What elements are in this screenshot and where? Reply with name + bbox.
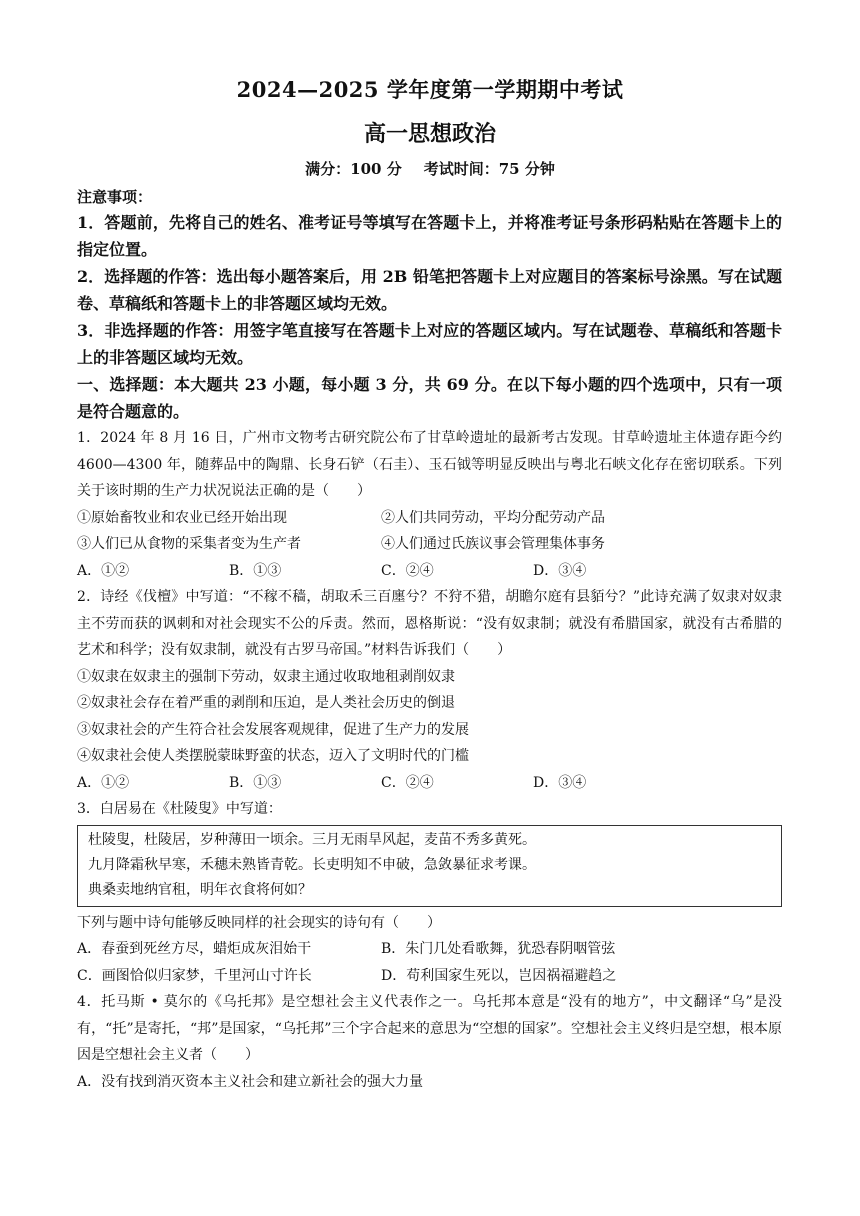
question-1-option-a: A．①②: [77, 562, 130, 579]
poem-line-3: 典桑卖地纳官租，明年衣食将何如？: [88, 881, 312, 898]
question-1-statement-4: ④人们通过氏族议事会管理集体事务: [381, 536, 605, 552]
question-3-ask: 下列与题中诗句能够反映同样的社会现实的诗句有（ ）: [77, 914, 441, 931]
notice-item-1: 1．答题前，先将自己的姓名、准考证号等填写在答题卡上，并将准考证号条形码粘贴在答题卡上的指定位置。: [77, 213, 782, 259]
poem-line-2: 九月降霜秋早寒，禾穗未熟皆青乾。长吏明知不申破，急敛暴征求考课。: [88, 856, 536, 873]
question-3-options-row-2: [77, 963, 782, 990]
question-1-option-c: C．②④: [381, 562, 434, 579]
exam-time: 考试时间：75 分钟: [423, 160, 555, 178]
question-1-stem: 1．2024 年 8 月 16 日，广州市文物考古研究院公布了甘草岭遗址的最新考古发现。甘草岭遗址主体遗存距今约 4600—4300 年，随葬品中的陶鼎、长身石铲（石圭）、玉石钺等明显反映出与粤北石峡文化存在密切联系。下列关于该时期的生产力状况说法正确的是（ ）: [77, 430, 782, 499]
notice-heading: 注意事项：: [77, 188, 153, 206]
question-2-stem: 2．诗经《伐檀》中写道：“不稼不穑，胡取禾三百廛兮？不狩不猎，胡瞻尔庭有县貊兮？”此诗充满了奴隶对奴隶主不劳而获的讽刺和对社会现实不公的斥责。然而，恩格斯说：“没有奴隶制；就没有希腊国家，就没有古希腊的艺术和科学；没有奴隶制，就没有古罗马帝国。”材料告诉我们（ ）: [77, 589, 782, 658]
question-3-stem: 3．白居易在《杜陵叟》中写道：: [77, 801, 282, 817]
question-3-option-d: D．苟利国家生死以，岂因祸福避趋之: [381, 967, 617, 984]
exam-content: [77, 185, 782, 1095]
poem-line-1: 杜陵叟，杜陵居，岁种薄田一顷余。三月无雨旱风起，麦苗不秀多黄死。: [88, 831, 536, 848]
notice-item-3: 3．非选择题的作答：用签字笔直接写在答题卡上对应的答题区域内。写在试题卷、草稿纸和答题卡上的非答题区域均无效。: [77, 321, 782, 367]
question-3-option-a: A．春蚕到死丝方尽，蜡炬成灰泪始干: [77, 941, 312, 957]
question-2-statement-3: ③奴隶社会的产生符合社会发展客观规律，促进了生产力的发展: [77, 721, 469, 738]
question-2-option-c: C．②④: [381, 774, 434, 791]
poem-box: [77, 825, 782, 907]
notice-item-2: 2．选择题的作答：选出每小题答案后，用 2B 铅笔把答题卡上对应题目的答案标号涂黑。写在试题卷、草稿纸和答题卡上的非答题区域均无效。: [77, 267, 782, 313]
exam-info: [0, 158, 860, 179]
exam-subject: 高一思想政治: [363, 121, 496, 147]
question-2-options: [77, 770, 782, 797]
question-2-statement-2: ②奴隶社会存在着严重的剥削和压迫，是人类社会历史的倒退: [77, 695, 455, 711]
question-1-option-d: D．③④: [533, 562, 587, 579]
question-1-option-b: B．①③: [229, 562, 282, 579]
question-2-option-b: B．①③: [229, 774, 282, 791]
question-1-statement-1: ①原始畜牧业和农业已经开始出现: [77, 509, 287, 526]
question-3-option-c: C．画图恰似归家梦，千里河山寸许长: [77, 967, 312, 984]
exam-title: 2024—2025 学年度第一学期期中考试: [236, 77, 624, 102]
full-score: 满分：100 分: [305, 160, 402, 178]
question-3-options-row-1: [77, 936, 782, 963]
question-4-option-a: A．没有找到消灭资本主义社会和建立新社会的强大力量: [77, 1073, 424, 1090]
question-1-statements-row-1: [77, 505, 782, 532]
section-1-heading: 一、选择题：本大题共 23 小题，每小题 3 分，共 69 分。在以下每小题的四个选项中，只有一项是符合题意的。: [77, 375, 782, 421]
question-1-statement-2: ②人们共同劳动，平均分配劳动产品: [381, 509, 605, 526]
question-1-statement-3: ③人们已从食物的采集者变为生产者: [77, 536, 301, 552]
question-2-statement-1: ①奴隶在奴隶主的强制下劳动，奴隶主通过收取地租剥削奴隶: [77, 668, 455, 685]
question-4-stem: 4．托马斯 • 莫尔的《乌托邦》是空想社会主义代表作之一。乌托邦本意是“没有的地方”，中文翻译“乌”是没有，“托”是寄托，“邦”是国家，“乌托邦”三个字合起来的意思为“空想的国家”。空想社会主义终归是空想，根本原因是空想社会主义者（ ）: [77, 994, 782, 1063]
question-1-options: [77, 558, 782, 585]
question-1-statements-row-2: [77, 531, 782, 558]
question-2-option-a: A．①②: [77, 774, 130, 791]
question-2-option-d: D．③④: [533, 774, 587, 791]
question-3-option-b: B．朱门几处看歌舞，犹恐春阴咽管弦: [381, 941, 616, 957]
question-2-statement-4: ④奴隶社会使人类摆脱蒙昧野蛮的状态，迈入了文明时代的门槛: [77, 748, 469, 764]
